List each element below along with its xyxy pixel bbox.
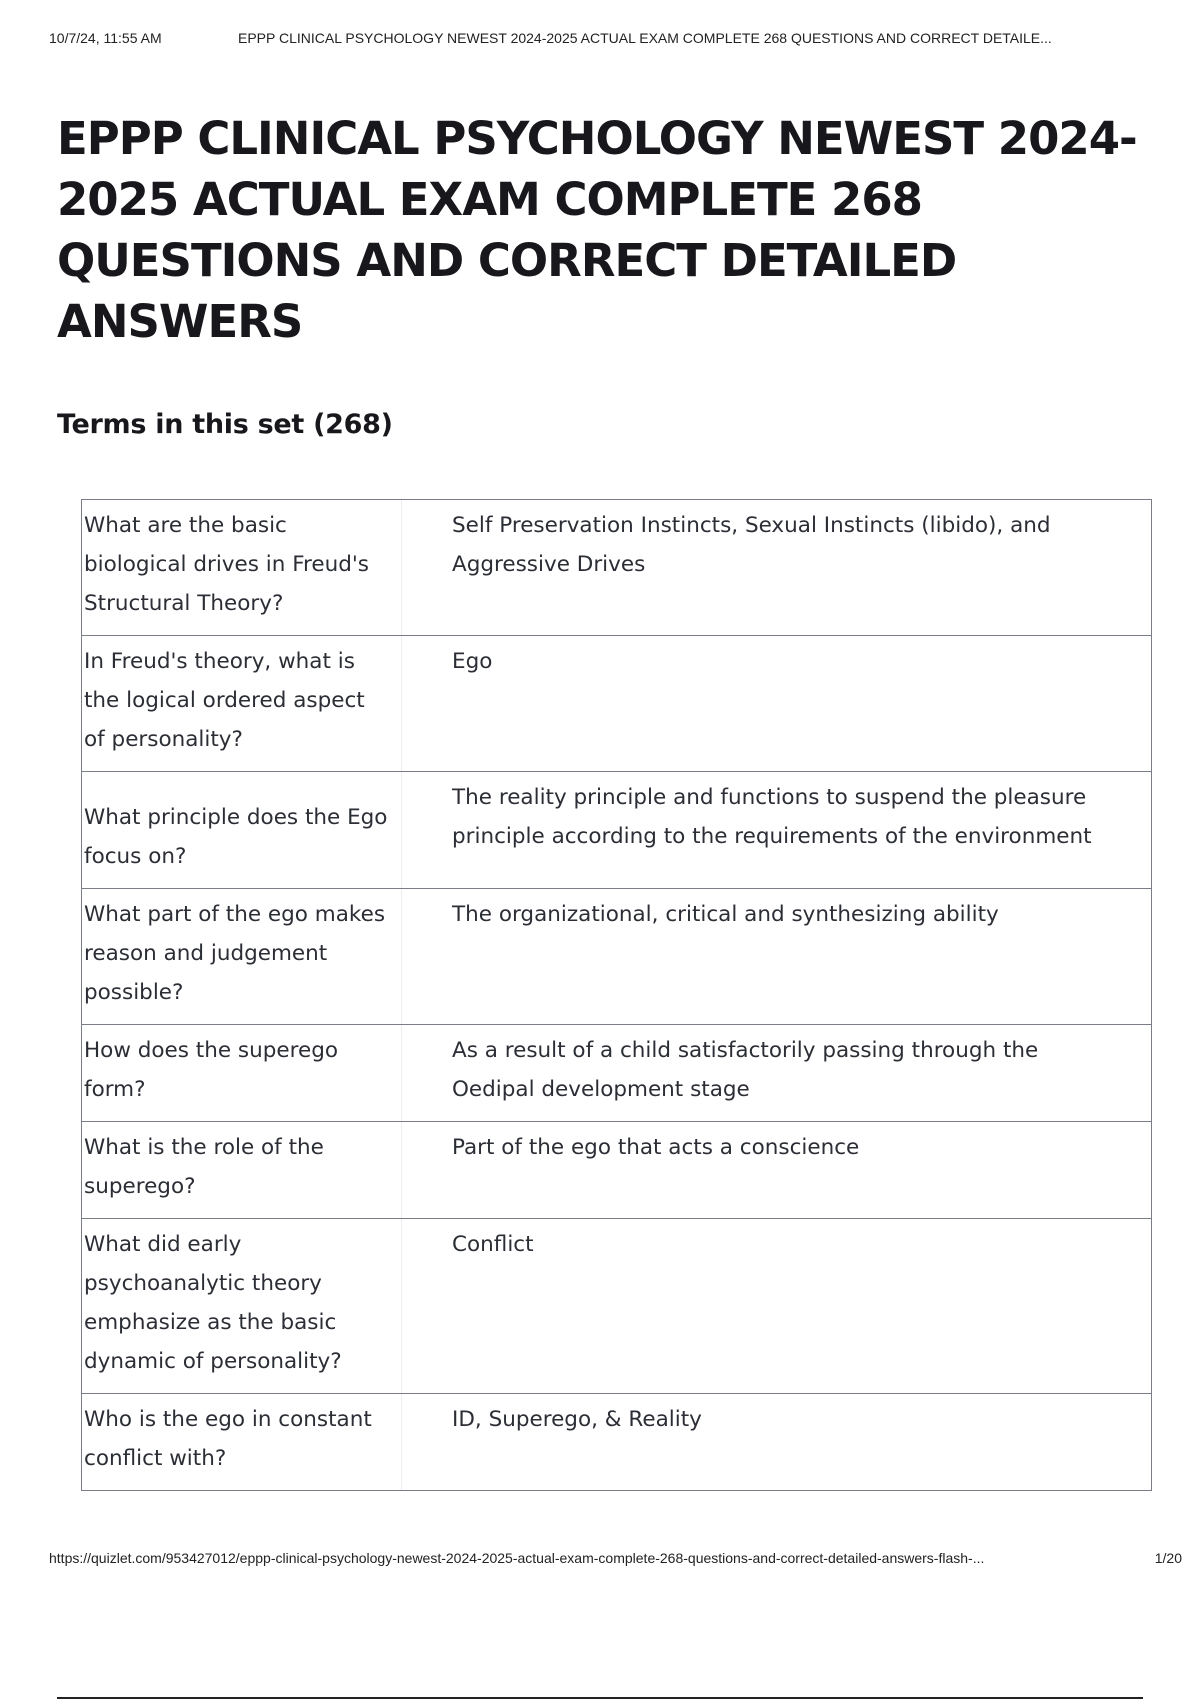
definition-text: Part of the ego that acts a conscience [452,1135,860,1160]
print-url: https://quizlet.com/953427012/eppp-clinical-psychology-newest-2024-2025-actual-exam-complete-268-questions-and-correct-detailed-answers-flash-... [49,1550,985,1566]
term-text: What is the role of the superego? [82,1122,402,1218]
terms-table [81,499,1152,1491]
term-row [82,1121,1151,1218]
term-text: Who is the ego in constant conflict with? [82,1394,402,1490]
term-text: What principle does the Ego focus on? [82,772,402,888]
term-text: In Freud's theory, what is the logical ordered aspect of personality? [82,636,402,771]
print-doc-title: EPPP CLINICAL PSYCHOLOGY NEWEST 2024-2025 ACTUAL EXAM COMPLETE 268 QUESTIONS AND CORRECT DETAILE... [238,30,1052,46]
term-text: How does the superego form? [82,1025,402,1121]
term-row [82,635,1151,771]
page-title: EPPP CLINICAL PSYCHOLOGY NEWEST 2024-2025 ACTUAL EXAM COMPLETE 268 QUESTIONS AND CORRECT DETAILED ANSWERS [57,112,1137,348]
definition-text: Self Preservation Instincts, Sexual Instincts (libido), and Aggressive Drives [452,513,1051,577]
term-row [82,1024,1151,1121]
term-row [82,1218,1151,1393]
definition-text: ID, Superego, & Reality [452,1407,702,1432]
term-text: What are the basic biological drives in Freud's Structural Theory? [82,500,402,635]
term-text: What part of the ego makes reason and judgement possible? [82,889,402,1024]
term-row [82,500,1151,635]
definition-text: The reality principle and functions to suspend the pleasure principle according to the requirements of the environment [452,785,1092,849]
page-number: 1/20 [1154,1550,1182,1566]
term-row [82,888,1151,1024]
term-text: What did early psychoanalytic theory emphasize as the basic dynamic of personality? [82,1219,402,1393]
page-divider [57,1697,1143,1699]
definition-text: Ego [452,649,493,674]
definition-text: As a result of a child satisfactorily passing through the Oedipal development stage [452,1038,1039,1102]
definition-text: The organizational, critical and synthesizing ability [452,902,999,927]
print-header [49,30,1180,50]
terms-heading: Terms in this set (268) [57,409,393,440]
print-date: 10/7/24, 11:55 AM [49,30,162,46]
term-row [82,771,1151,888]
term-row [82,1393,1151,1490]
definition-text: Conflict [452,1232,534,1257]
